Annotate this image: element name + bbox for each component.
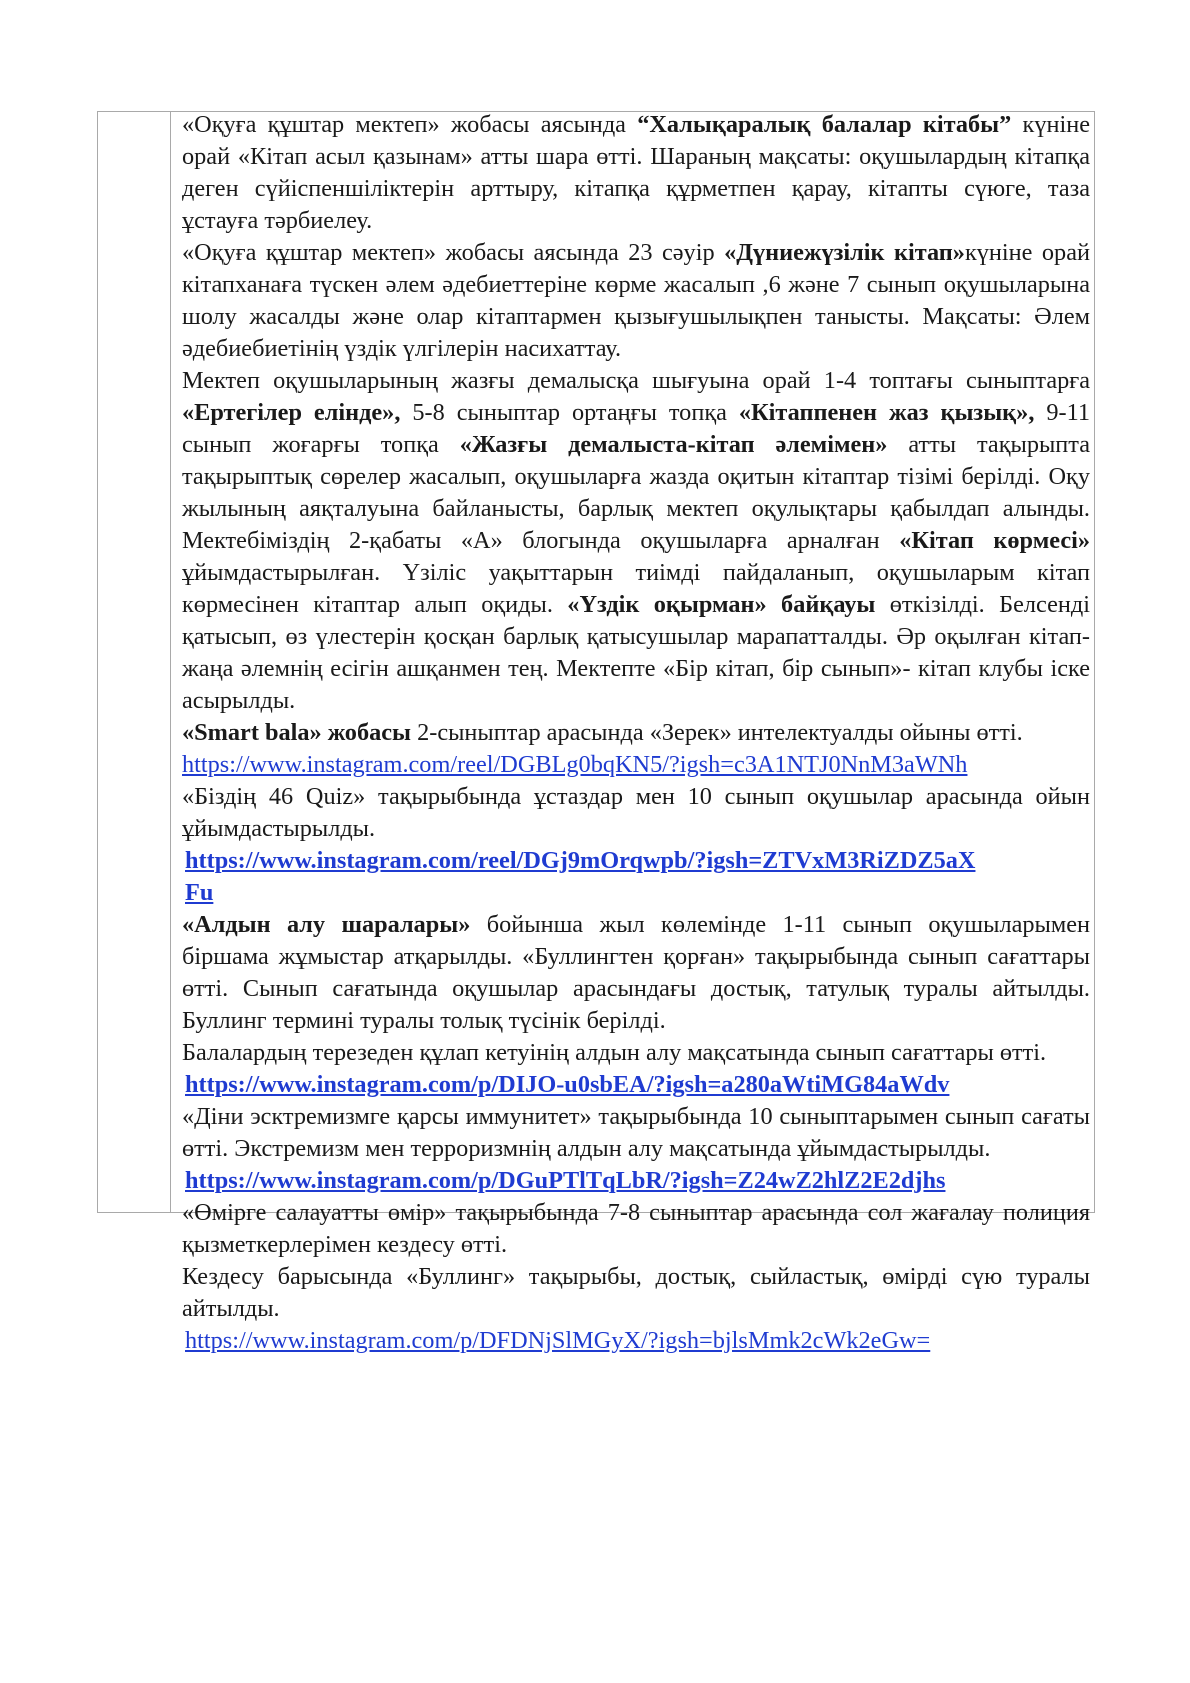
paragraph-prevention-measures: «Алдын алу шаралары» бойынша жыл көлемінде 1-11 сынып оқушыларымен біршама жұмыстар атқарылды. «Буллингтен қорған» тақырыбында сынып сағаттары өтті. Сынып сағатында оқушылар арасындағы достық, татулық туралы айтылды. Буллинг термині туралы толық түсінік берілді. (182, 911, 1090, 1034)
instagram-link-quiz[interactable]: https://www.instagram.com/reel/DGj9mOrqwpb/?igsh=ZTVxM3RiZDZ5aX Fu (185, 847, 976, 906)
paragraph-world-book-day: «Оқуға құштар мектеп» жобасы аясында 23 сәуір «Дүниежүзілік кітап»күніне орай кітапханаға түскен әлем әдебиеттеріне көрме жасалып ,6 және 7 сынып оқушыларына шолу жасалды және олар кітаптармен қызығушылықпен танысты. Мақсаты: Әлем әдебиебиетінің үздік үлгілерін насихаттау. (182, 239, 1090, 362)
instagram-link-smart-bala[interactable]: https://www.instagram.com/reel/DGBLg0bqKN5/?igsh=c3A1NTJ0NnM3aWNh (182, 751, 968, 778)
paragraph-window-safety: Балалардың терезеден құлап кетуінің алдын алу мақсатында сынып сағаттары өтті. (182, 1039, 1047, 1066)
document-table (97, 111, 1095, 1354)
column-divider (170, 112, 171, 1212)
paragraph-international-childrens-book-day: «Оқуға құштар мектеп» жобасы аясында “Халықаралық балалар кітабы” күніне орай «Кітап асыл қазынам» атты шара өтті. Шараның мақсаты: оқушылардың кітапқа деген сүйіспеншіліктерін арттыру, кітапқа құрметпен қарау, кітапты сүюге, таза ұстауға тәрбиелеу. (182, 111, 1091, 234)
paragraph-bullying-discussion: Кездесу барысында «Буллинг» тақырыбы, достық, сыйластық, өмірді сүю туралы айтылды. (182, 1263, 1090, 1322)
paragraph-smart-bala: «Smart bala» жобасы 2-сыныптар арасында «Зерек» интелектуалды ойыны өтті. (182, 719, 1023, 746)
paragraph-healthy-life-meeting: «Өмірге салауатты өмір» тақырыбында 7-8 сыныптар арасында сол жағалау полиция қызметкерлерімен кездесу өтті. (182, 1199, 1090, 1258)
instagram-link-extremism[interactable]: https://www.instagram.com/p/DGuPTlTqLbR/?igsh=Z24wZ2hlZ2E2djhs (185, 1167, 946, 1194)
paragraph-extremism-immunity: «Діни эсктремизмге қарсы иммунитет» тақырыбында 10 сыныптарымен сынып сағаты өтті. Экстремизм мен терроризмнің алдын алу мақсатында ұйымдастырылды. (182, 1103, 1090, 1162)
paragraph-summer-reading: Мектеп оқушыларының жазғы демалысқа шығуына орай 1-4 топтағы сыныптарға «Ертегілер елінде», 5-8 сыныптар ортаңғы топқа «Кітаппенен жаз қызық», 9-11 сынып жоғарғы топқа «Жазғы демалыста-кітап әлемімен» атты тақырыпта тақырыптық сөрелер жасалып, оқушыларға жазда оқитын кітаптар тізімі берілді. Оқу жылының аяқталуына байланысты, барлық мектеп оқулықтары қабылдап алынды. Мектебіміздің 2-қабаты «А» блогында оқушыларға арналған «Кітап көрмесі» ұйымдастырылған. Үзіліс уақыттарын тиімді пайдаланып, оқушыларым кітап көрмесінен кітаптар алып оқиды. «Үздік оқырман» байқауы өткізілді. Белсенді қатысып, өз үлестерін қосқан барлық қатысушылар марапатталды. Әр оқылған кітап- жаңа әлемнің есігін ашқанмен тең. Мектепте «Бір кітап, бір сынып»- кітап клубы іске асырылды. (182, 367, 1091, 714)
paragraph-quiz: «Біздің 46 Quiz» тақырыбында ұстаздар мен 10 сынып оқушылар арасында ойын ұйымдастырылды. (182, 783, 1090, 842)
instagram-link-window-safety[interactable]: https://www.instagram.com/p/DIJO-u0sbEA/?igsh=a280aWtiMG84aWdv (185, 1071, 950, 1098)
report-cell (182, 109, 1090, 1357)
instagram-link-police-meeting[interactable]: https://www.instagram.com/p/DFDNjSlMGyX/?igsh=bjlsMmk2cWk2eGw= (185, 1327, 931, 1354)
